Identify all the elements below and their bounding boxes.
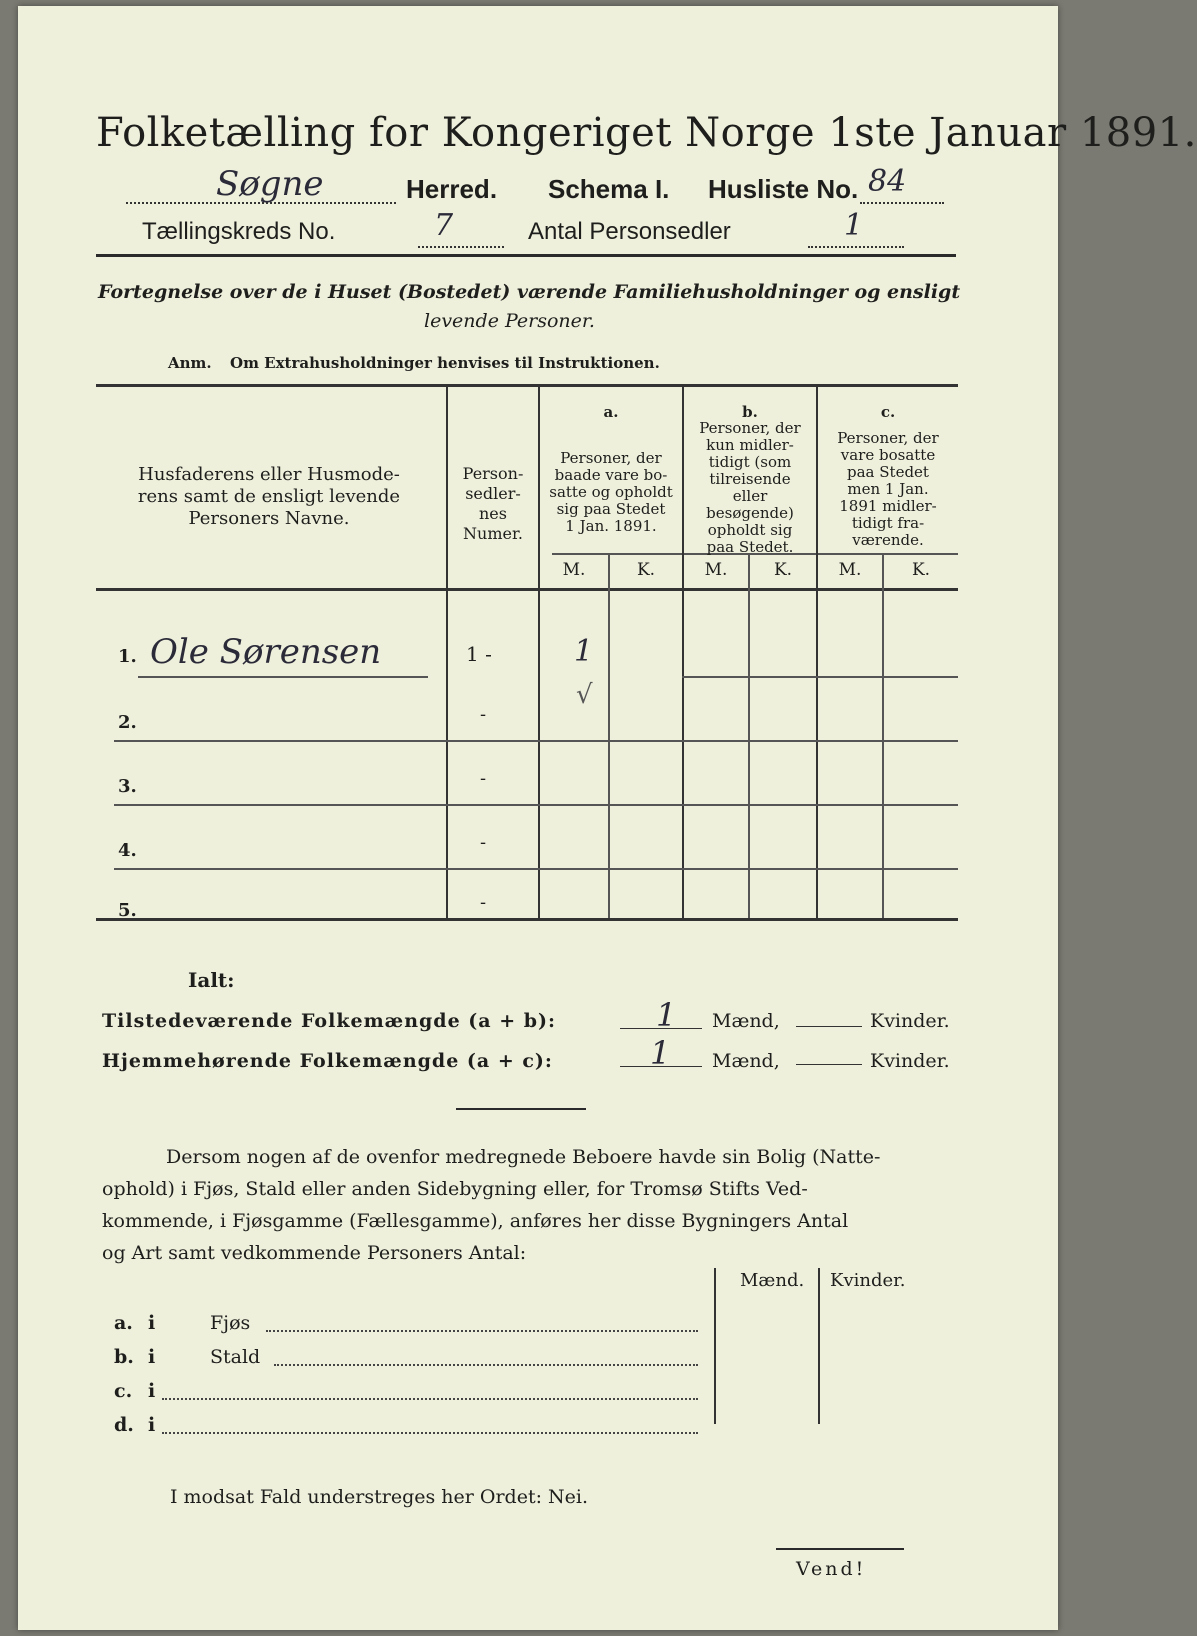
item-letter: b. (114, 1346, 134, 1368)
census-form-page (18, 6, 1197, 1630)
col-a-letter: a. (603, 403, 619, 421)
col-c-m: M. (838, 560, 862, 580)
subtitle-line1: Fortegnelse over de i Huset (Bostedet) værende Familiehusholdninger og ensligt (98, 281, 961, 303)
husliste-label: Husliste No. (708, 174, 859, 204)
row-a-m: 1 (574, 634, 594, 669)
row-name: Ole Sørensen (150, 632, 382, 672)
col-a-k: K. (636, 560, 656, 580)
antal-label: Antal Personsedler (528, 218, 731, 245)
husliste-field (860, 164, 944, 204)
herred-value: Søgne (216, 164, 324, 204)
col-a-header: Personer, der baade vare bo- satte og opholdt sig paa Stedet 1 Jan. 1891. (549, 449, 673, 535)
para-line1: Dersom nogen af de ovenfor medregnede Beboere havde sin Bolig (Natte- (166, 1146, 881, 1168)
check-mark: √ (576, 680, 593, 710)
col-b-k: K. (773, 560, 793, 580)
item-dots (162, 1398, 698, 1400)
table-top-rule (96, 384, 958, 387)
col-divider-a (608, 555, 610, 918)
row-rule (114, 868, 958, 870)
col-b-header: Personer, der kun midler- tidigt (som tilreisende eller besøgende) opholdt sig paa Stedet. (699, 419, 801, 556)
row-number: 2. (118, 712, 137, 733)
item-i: i (148, 1312, 156, 1334)
anm-label: Anm. (168, 354, 212, 372)
row-rule (138, 676, 428, 678)
col-c-letter: c. (880, 403, 896, 421)
item-letter: c. (114, 1380, 133, 1402)
hjemme-kvinder-field (796, 1064, 862, 1065)
row-sedler: - (480, 892, 487, 913)
hjemme-kvinder: Kvinder. (870, 1050, 950, 1072)
ialt-label: Ialt: (188, 968, 235, 992)
hjemme-value: 1 (650, 1034, 671, 1072)
modsat-text: I modsat Fald understreges her Ordet: Nei. (170, 1486, 589, 1508)
kreds-field (418, 208, 504, 248)
lower-kvinder-header: Kvinder. (830, 1270, 906, 1291)
herred-field (126, 164, 396, 204)
para-line2: ophold) i Fjøs, Stald eller anden Sidebygning eller, for Tromsø Stifts Ved- (102, 1178, 808, 1200)
row-rule (114, 740, 958, 742)
anm-text: Om Extrahusholdninger henvises til Instruktionen. (230, 354, 660, 372)
col-name-header: Husfaderens eller Husmode- rens samt de ensligt levende Personers Navne. (137, 464, 401, 529)
row-number: 1. (118, 646, 137, 667)
row-number: 5. (118, 900, 137, 921)
col-c-header: Personer, der vare bosatte paa Stedet men 1 Jan. 1891 midler- tidigt fra- værende. (837, 429, 939, 549)
item-dots (162, 1432, 698, 1434)
col-b-m: M. (704, 560, 728, 580)
col-a-m: M. (562, 560, 586, 580)
row-number: 3. (118, 776, 137, 797)
table-bottom-rule (96, 918, 958, 921)
col-b-letter: b. (742, 403, 758, 421)
row-rule (682, 676, 958, 678)
row-sedler: - (480, 704, 487, 725)
item-label: Fjøs (210, 1312, 251, 1334)
tilstede-kvinder: Kvinder. (870, 1010, 950, 1032)
subtitle-line2: levende Personer. (424, 310, 595, 332)
item-i: i (148, 1380, 156, 1402)
husliste-value: 84 (868, 164, 907, 199)
para-line3: kommende, i Fjøsgamme (Fællesgamme), anføres her disse Bygningers Antal (102, 1210, 849, 1232)
header-rule (96, 254, 956, 257)
hjemme-maend: Mænd, (712, 1050, 780, 1072)
row-number: 4. (118, 840, 137, 861)
tilstede-kvinder-field (796, 1026, 862, 1027)
row-sedler: - (480, 832, 487, 853)
row-rule (114, 804, 958, 806)
kreds-label: Tællingskreds No. (142, 218, 336, 245)
col-divider-b (748, 555, 750, 918)
lower-divider-1 (714, 1268, 716, 1424)
row-sedler: - (480, 768, 487, 789)
tilstede-label: Tilstedeværende Folkemængde (a + b): (102, 1010, 557, 1032)
item-dots (266, 1330, 698, 1332)
antal-field (808, 208, 904, 248)
vend-text: Vend! (796, 1558, 867, 1580)
lower-maend-header: Mænd. (740, 1270, 805, 1291)
item-dots (274, 1364, 698, 1366)
para-line4: og Art samt vedkommende Personers Antal: (102, 1242, 527, 1264)
item-letter: a. (114, 1312, 133, 1334)
item-letter: d. (114, 1414, 134, 1436)
lower-divider-2 (818, 1268, 820, 1424)
col-c-k: K. (911, 560, 931, 580)
item-label: Stald (210, 1346, 261, 1368)
tilstede-value: 1 (656, 996, 677, 1034)
schema-label: Schema I. (548, 174, 670, 204)
antal-value: 1 (844, 208, 864, 243)
item-i: i (148, 1346, 156, 1368)
hjemme-label: Hjemmehørende Folkemængde (a + c): (102, 1050, 553, 1072)
col-num-header: Person- sedler- nes Numer. (462, 464, 524, 543)
row-sedler: 1 - (466, 642, 492, 666)
separator-rule (456, 1108, 586, 1110)
herred-label: Herred. (406, 174, 498, 204)
item-i: i (148, 1414, 156, 1436)
form-title: Folketælling for Kongeriget Norge 1ste Januar 1891. (96, 110, 1197, 156)
kreds-value: 7 (434, 208, 454, 243)
vend-rule (776, 1548, 904, 1550)
tilstede-maend: Mænd, (712, 1010, 780, 1032)
col-divider-c (882, 555, 884, 918)
table-header-rule (96, 588, 958, 591)
